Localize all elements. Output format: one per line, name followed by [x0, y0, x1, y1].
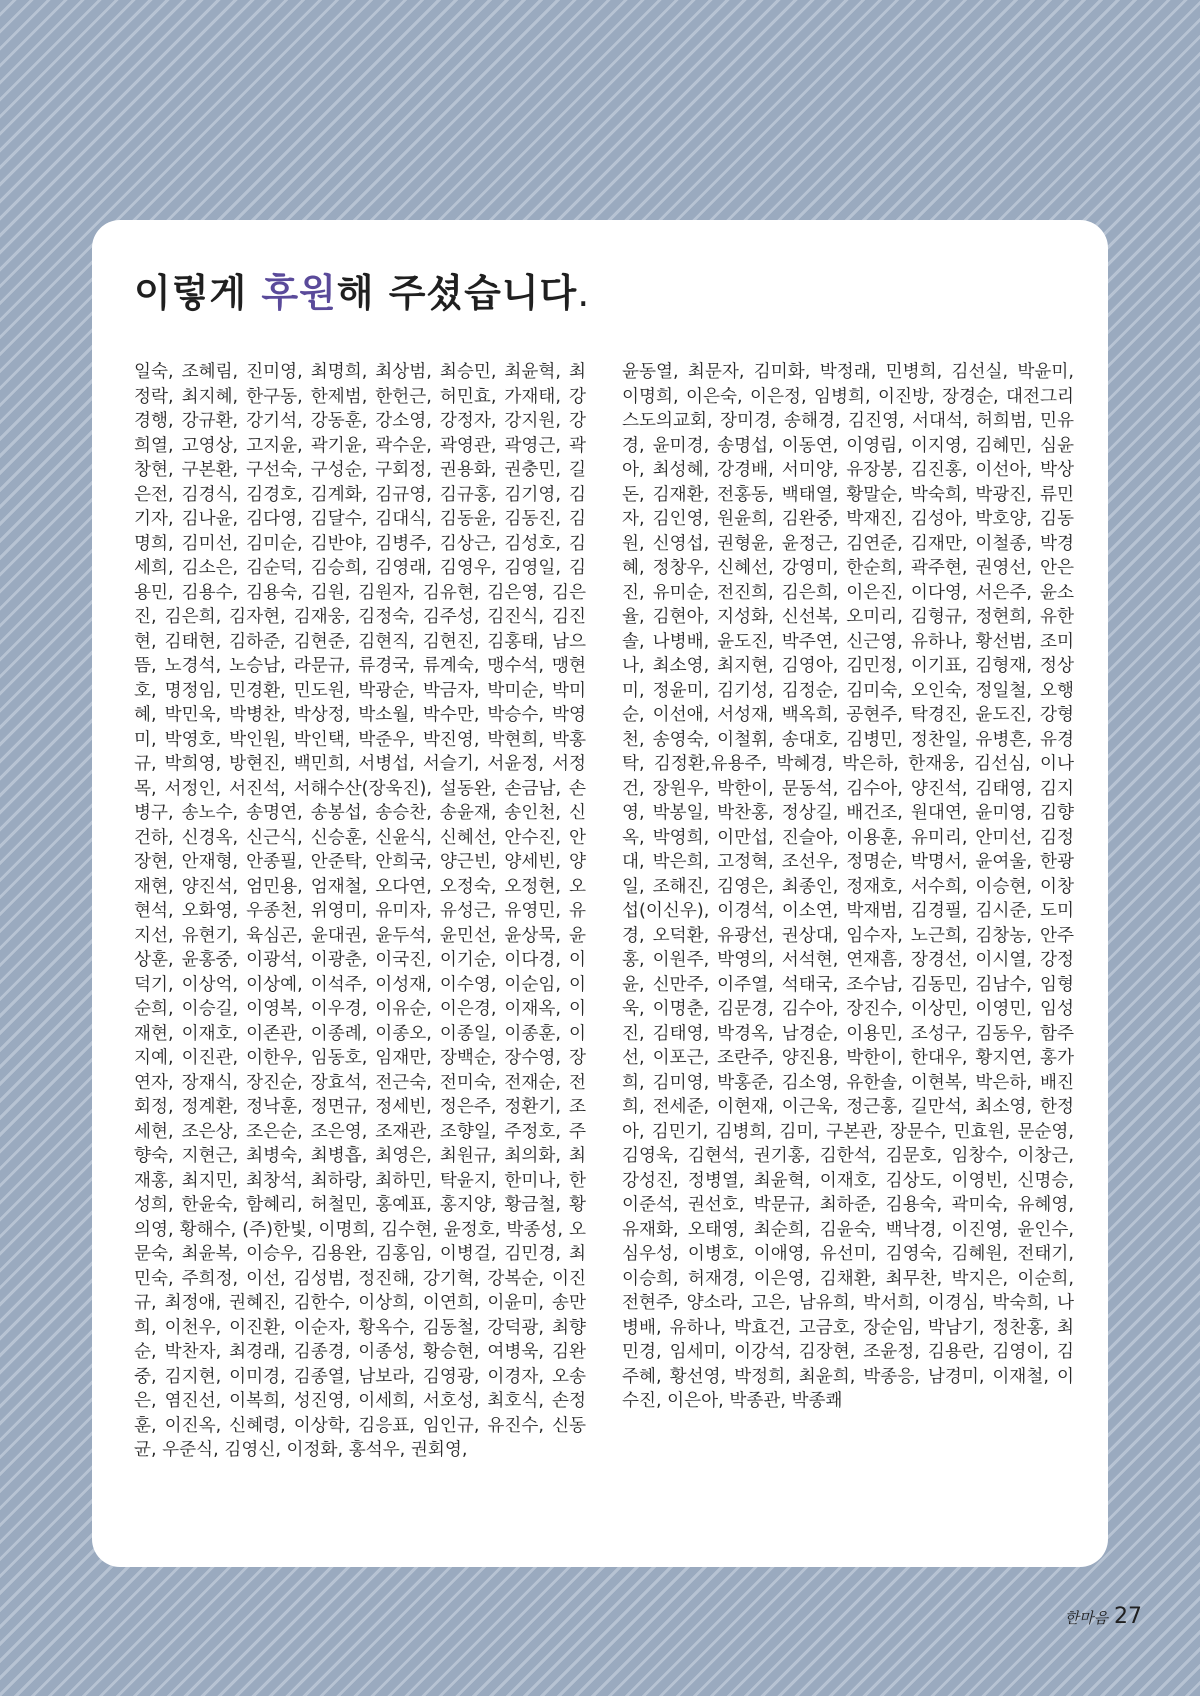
donor-list-right-column: 윤동열, 최문자, 김미화, 박정래, 민병희, 김선실, 박윤미, 이명희, 이은숙, 이은정, 임병희, 이진방, 장경순, 대전그리스도의교회, 장미경, 송해경, 김진영, 서대석, 허희범, 민유경, 윤미경, 송명섭, 이동연, 이영림, 이지영, 김혜민, 심윤아, 최성혜, 강경배, 서미양, 유장봉, 김진홍, 이선아, 박상돈, 김재환, 전홍동, 백태열, 황말순, 박숙희, 박광진, 류민자, 김인영, 원윤희, 김완중, 박재진, 김성아, 박호양, 김동원, 신영섭, 권형윤, 윤정근, 김연준, 김재만, 이철종, 박경혜, 정창우, 신혜선, 강영미, 한순희, 곽주현, 권영선, 안은진, 유미순, 전진희, 김은희, 이은진, 이다영, 서은주, 윤소율, 김현아, 지성화, 신선복, 오미리, 김형규, 정현희, 유한솔, 나병배, 윤도진, 박주연, 신근영, 유하나, 황선범, 조미나, 최소영, 최지현, 김영아, 김민정, 이기표, 김형재, 정상미, 정윤미, 김기성, 김정순, 김미숙, 오인숙, 정일철, 오행순, 이선애, 서성재, 백옥희, 공현주, 탁경진, 윤도진, 강형천, 송영숙, 이철휘, 송대호, 김병민, 정찬일, 유병흔, 유경탁, 김정환,유용주, 박혜경, 박은하, 한재웅, 김선심, 이나건, 장원우, 박한이, 문동석, 김수아, 양진석, 김태영, 김지영, 박봉일, 박찬홍, 정상길, 배건조, 원대연, 윤미영, 김향옥, 박영희, 이만섭, 진슬아, 이용훈, 유미리, 안미선, 김정대, 박은희, 고정혁, 조선우, 정명순, 박명서, 윤여울, 한광일, 조해진, 김영은, 최종인, 정재호, 서수희, 이승현, 이창섭(이신우), 이경석, 이소연, 박재범, 김경필, 김시준, 도미경, 오덕환, 유광선, 권상대, 임수자, 노근희, 김창농, 안주홍, 이원주, 박영의, 서석현, 연재흠, 장경선, 이시열, 강정윤, 신만주, 이주열, 석태국, 조수남, 김동민, 김남수, 임형욱, 이명춘, 김문경, 김수아, 장진수, 이상민, 이영민, 임성진, 김태영, 박경옥, 남경순, 이용민, 조성구, 김동우, 함주선, 이포근, 조란주, 양진용, 박한이, 한대우, 황지연, 홍가희, 김미영, 박홍준, 김소영, 유한솔, 이현복, 박은하, 배진희, 전세준, 이현재, 이근욱, 정근홍, 길만석, 최소영, 한정아, 김민기, 김병희, 김미, 구본관, 장문수, 민효원, 문순영, 김영욱, 김현석, 권기홍, 김한석, 김문호, 임창수, 이창근, 강성진, 정병열, 최윤혁, 이재호, 김상도, 이영빈, 신명승, 이준석, 권선호, 박문규, 최하준, 김용숙, 곽미숙, 유혜영, 유재화, 오태영, 최순희, 김윤숙, 백낙경, 이진영, 윤인수, 심우성, 이병호, 이애영, 유선미, 김영숙, 김혜원, 전태기, 이승희, 허재경, 이은영, 김채환, 최무찬, 박지은, 이순희, 전현주, 양소라, 고은, 남유희, 박서희, 이경심, 박숙희, 나병배, 유하나, 박효건, 고금호, 장순임, 박남기, 정찬홍, 최민경, 임세미, 이강석, 김장현, 조윤정, 김용란, 김영이, 김주혜, 황선영, 박정희, 최윤희, 박종응, 남경미, 이재철, 이수진, 이은아, 박종관, 박종쾌 — [622, 362, 1074, 1411]
title-prefix: 이렇게 — [134, 271, 262, 315]
donor-list-left-column: 일숙, 조혜림, 진미영, 최명희, 최상범, 최승민, 최윤혁, 최정락, 최지혜, 한구동, 한제범, 한헌근, 허민효, 가재태, 강경행, 강규환, 강기석, 강동훈, 강소영, 강정자, 강지원, 강희열, 고영상, 고지윤, 곽기윤, 곽수운, 곽영관, 곽영근, 곽창현, 구본환, 구선숙, 구성순, 구회정, 권용화, 권충민, 길은전, 김경식, 김경호, 김계화, 김규영, 김규홍, 김기영, 김기자, 김나윤, 김다영, 김달수, 김대식, 김동윤, 김동진, 김명희, 김미선, 김미순, 김반야, 김병주, 김상근, 김성호, 김세희, 김소은, 김순덕, 김승희, 김영래, 김영우, 김영일, 김용민, 김용수, 김용숙, 김원, 김원자, 김유현, 김은영, 김은진, 김은희, 김자현, 김재웅, 김정숙, 김주성, 김진식, 김진현, 김태현, 김하준, 김현준, 김현직, 김현진, 김홍태, 남으뜸, 노경석, 노승남, 라문규, 류경국, 류계숙, 맹수석, 맹현호, 명정임, 민경환, 민도원, 박광순, 박금자, 박미순, 박미혜, 박민욱, 박병찬, 박상정, 박소월, 박수만, 박승수, 박영미, 박영호, 박인원, 박인택, 박준우, 박진영, 박현희, 박홍규, 박희영, 방현진, 백민희, 서병섭, 서슬기, 서윤정, 서정목, 서정인, 서진석, 서해수산(장욱진), 설동완, 손금남, 손병구, 송노수, 송명연, 송봉섭, 송승찬, 송윤재, 송인천, 신건하, 신경옥, 신근식, 신승훈, 신윤식, 신혜선, 안수진, 안장현, 안재형, 안종필, 안준탁, 안희국, 양근빈, 양세빈, 양재현, 양진석, 엄민용, 엄재철, 오다연, 오정숙, 오정현, 오현석, 오화영, 우종천, 위영미, 유미자, 유성근, 유영민, 유지선, 유현기, 육심곤, 윤대권, 윤두석, 윤민선, 윤상묵, 윤상훈, 윤홍중, 이광석, 이광춘, 이국진, 이기순, 이다경, 이덕기, 이상억, 이상예, 이석주, 이성재, 이수영, 이순임, 이순희, 이승길, 이영복, 이우경, 이유순, 이은경, 이재옥, 이재현, 이재호, 이존관, 이종례, 이종오, 이종일, 이종훈, 이지예, 이진관, 이한우, 임동호, 임재만, 장백순, 장수영, 장연자, 장재식, 장진순, 장효석, 전근숙, 전미숙, 전재순, 전회정, 정계환, 정낙훈, 정면규, 정세빈, 정은주, 정환기, 조세현, 조은상, 조은순, 조은영, 조재관, 조향일, 주정호, 주향숙, 지현근, 최병숙, 최병흡, 최영은, 최원규, 최의화, 최재홍, 최지민, 최창석, 최하랑, 최하민, 탁윤지, 한미나, 한성희, 한윤숙, 함혜리, 허철민, 홍예표, 홍지양, 황금철, 황의영, 황해수, (주)한빛, 이명희, 김수현, 윤정호, 박종성, 오문숙, 최윤복, 이승우, 김용완, 김홍임, 이병걸, 김민경, 최민숙, 주희정, 이선, 김성범, 정진해, 강기혁, 강복순, 이진규, 최정애, 권혜진, 김한수, 이상희, 이연희, 이윤미, 송만희, 이천우, 이진환, 이순자, 황옥수, 김동철, 강덕광, 최향순, 박찬자, 최경래, 김종경, 이종성, 황승현, 여병욱, 김완중, 김지현, 이미경, 김종열, 남보라, 김영광, 이경자, 오송은, 염진선, 이복희, 성진영, 이세희, 서호성, 최호식, 손정훈, 이진옥, 신혜령, 이상학, 김응표, 임인규, 유진수, 신동균, 우준식, 김영신, 이정화, 홍석우, 권회영, — [134, 362, 586, 1460]
page-footer — [1065, 1604, 1142, 1629]
footer-logo: 한마음 — [1064, 1609, 1108, 1627]
page-number: 27 — [1114, 1604, 1142, 1629]
title-suffix: 해 주셨습니다 — [336, 271, 578, 315]
title-accent: 후원 — [261, 271, 337, 315]
title-period: . — [577, 271, 591, 315]
page-title — [134, 262, 590, 317]
content-card — [92, 220, 1108, 1567]
